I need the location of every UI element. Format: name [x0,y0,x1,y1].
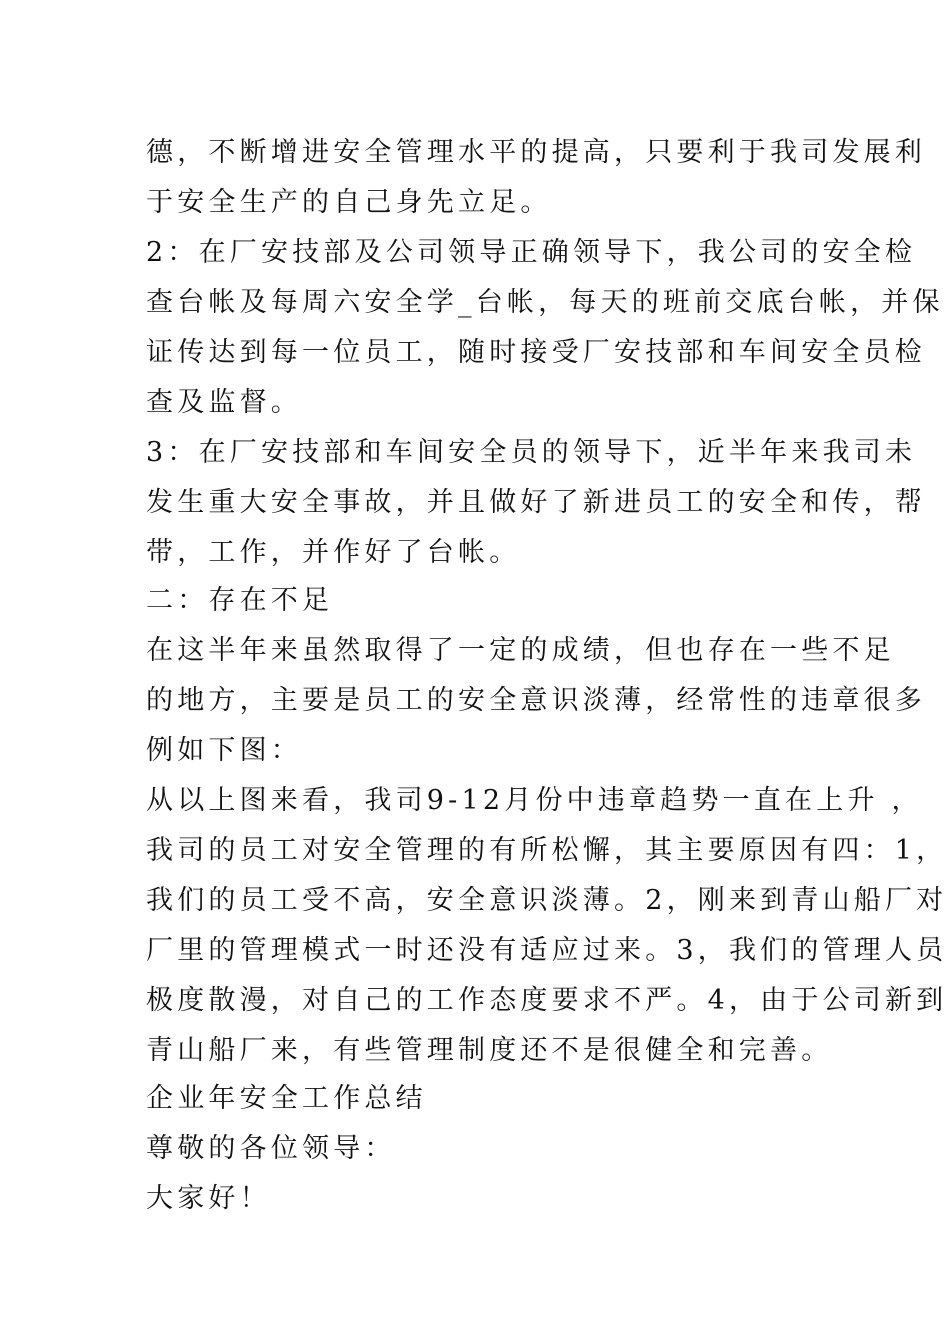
document-title: 企业年安全工作总结 [146,1083,427,1114]
text-line: 证传达到每一位员工，随时接受厂安技部和车间安全员检 [146,337,926,368]
text-line: 从以上图来看，我司9-12月份中违章趋势一直在上升 ， [146,785,923,816]
text-line: 在这半年来虽然取得了一定的成绩，但也存在一些不足 [146,635,895,666]
text-line: 我们的员工受不高，安全意识淡薄。2，刚来到青山船厂对 [146,885,948,916]
text-line: 例如下图： [146,735,302,766]
text-line: 发生重大安全事故，并且做好了新进员工的安全和传，帮 [146,487,926,518]
text-line: 查及监督。 [146,387,302,418]
text-line: 2：在厂安技部及公司领导正确领导下，我公司的安全检 [146,237,917,268]
text-line: 极度散漫，对自己的工作态度要求不严。4，由于公司新到 [146,985,948,1016]
text-line: 的地方，主要是员工的安全意识淡薄，经常性的违章很多 [146,685,926,716]
text-line: 于安全生产的自己身先立足。 [146,187,552,218]
greeting: 大家好！ [146,1183,271,1214]
text-line: 我司的员工对安全管理的有所松懈，其主要原因有四：1， [146,835,948,866]
section-heading: 二：存在不足 [146,585,334,616]
text-line: 带，工作，并作好了台帐。 [146,537,521,568]
text-line: 青山船厂来，有些管理制度还不是很健全和完善。 [146,1035,833,1066]
text-line: 德，不断增进安全管理水平的提高，只要利于我司发展利 [146,137,926,168]
salutation: 尊敬的各位领导： [146,1133,396,1164]
text-line: 厂里的管理模式一时还没有适应过来。3，我们的管理人员 [146,935,948,966]
text-line: 查台帐及每周六安全学_台帐，每天的班前交底台帐，并保 [146,287,944,318]
text-line: 3：在厂安技部和车间安全员的领导下，近半年来我司未 [146,437,917,468]
